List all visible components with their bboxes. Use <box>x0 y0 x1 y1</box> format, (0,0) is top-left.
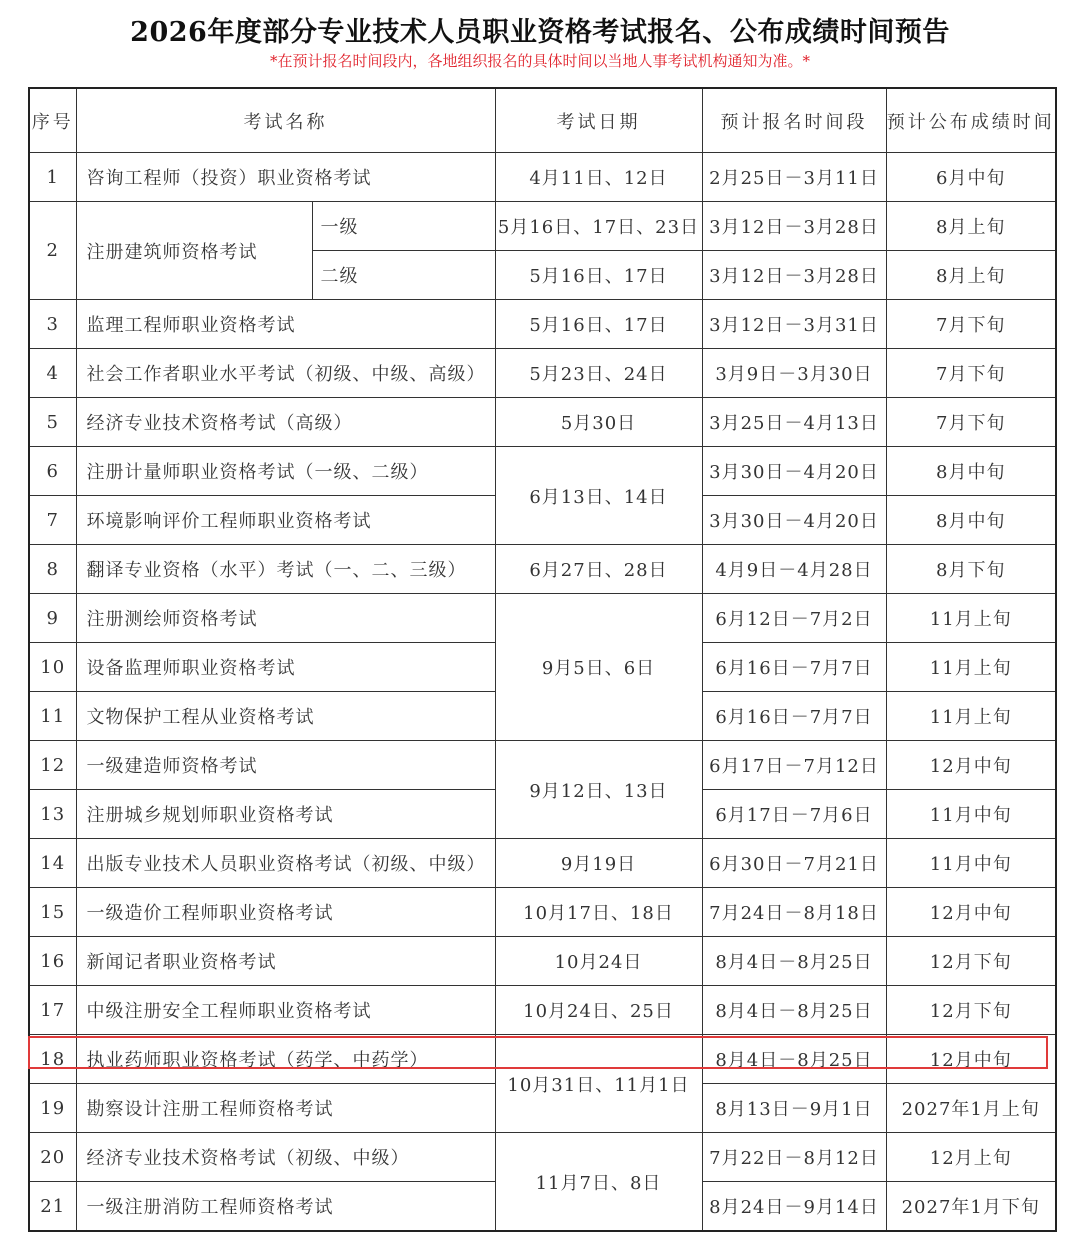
exam-schedule-table <box>28 87 1057 1232</box>
result-time: 11月中旬 <box>886 790 1056 839</box>
exam-date: 10月17日、18日 <box>495 888 702 937</box>
registration-period: 8月13日－9月1日 <box>702 1084 886 1133</box>
result-time: 11月中旬 <box>886 839 1056 888</box>
row-no: 5 <box>29 398 76 447</box>
result-time: 11月上旬 <box>886 643 1056 692</box>
row-no: 4 <box>29 349 76 398</box>
exam-date: 6月27日、28日 <box>495 545 702 594</box>
registration-period: 3月12日－3月28日 <box>702 202 886 251</box>
row-no: 14 <box>29 839 76 888</box>
registration-period: 6月16日－7月7日 <box>702 643 886 692</box>
row-no: 8 <box>29 545 76 594</box>
exam-date: 11月7日、8日 <box>495 1133 702 1232</box>
result-time: 2027年1月上旬 <box>886 1084 1056 1133</box>
exam-date: 9月5日、6日 <box>495 594 702 741</box>
registration-period: 7月24日－8月18日 <box>702 888 886 937</box>
registration-period: 3月30日－4月20日 <box>702 447 886 496</box>
result-time: 8月上旬 <box>886 251 1056 300</box>
exam-name: 经济专业技术资格考试（高级） <box>76 398 495 447</box>
exam-name: 翻译专业资格（水平）考试（一、二、三级） <box>76 545 495 594</box>
header-no: 序号 <box>29 88 76 153</box>
row-no: 10 <box>29 643 76 692</box>
result-time: 12月上旬 <box>886 1133 1056 1182</box>
table-row <box>29 398 1056 447</box>
header-name: 考试名称 <box>76 88 495 153</box>
result-time: 11月上旬 <box>886 692 1056 741</box>
registration-period: 8月24日－9月14日 <box>702 1182 886 1232</box>
registration-period: 8月4日－8月25日 <box>702 986 886 1035</box>
registration-period: 6月17日－7月12日 <box>702 741 886 790</box>
result-time: 12月中旬 <box>886 741 1056 790</box>
exam-name: 经济专业技术资格考试（初级、中级） <box>76 1133 495 1182</box>
registration-period: 3月30日－4月20日 <box>702 496 886 545</box>
exam-name: 社会工作者职业水平考试（初级、中级、高级） <box>76 349 495 398</box>
exam-date: 5月16日、17日 <box>495 251 702 300</box>
result-time: 2027年1月下旬 <box>886 1182 1056 1232</box>
exam-name: 出版专业技术人员职业资格考试（初级、中级） <box>76 839 495 888</box>
registration-period: 7月22日－8月12日 <box>702 1133 886 1182</box>
result-time: 7月下旬 <box>886 349 1056 398</box>
table-row <box>29 349 1056 398</box>
exam-date: 5月16日、17日、23日 <box>495 202 702 251</box>
result-time: 11月上旬 <box>886 594 1056 643</box>
exam-name: 环境影响评价工程师职业资格考试 <box>76 496 495 545</box>
row-no: 17 <box>29 986 76 1035</box>
row-no: 21 <box>29 1182 76 1232</box>
table-row <box>29 545 1056 594</box>
row-no: 2 <box>29 202 76 300</box>
row-no: 13 <box>29 790 76 839</box>
row-no: 16 <box>29 937 76 986</box>
row-no: 7 <box>29 496 76 545</box>
registration-period: 6月12日－7月2日 <box>702 594 886 643</box>
exam-date: 10月24日、25日 <box>495 986 702 1035</box>
registration-period: 8月4日－8月25日 <box>702 937 886 986</box>
row-no: 19 <box>29 1084 76 1133</box>
table-row <box>29 741 1056 790</box>
exam-name: 文物保护工程从业资格考试 <box>76 692 495 741</box>
exam-name: 注册建筑师资格考试 <box>76 202 312 300</box>
exam-name: 新闻记者职业资格考试 <box>76 937 495 986</box>
exam-name: 设备监理师职业资格考试 <box>76 643 495 692</box>
exam-date: 10月31日、11月1日 <box>495 1035 702 1133</box>
table-row <box>29 937 1056 986</box>
exam-name: 注册计量师职业资格考试（一级、二级） <box>76 447 495 496</box>
result-time: 6月中旬 <box>886 153 1056 202</box>
exam-date: 6月13日、14日 <box>495 447 702 545</box>
registration-period: 4月9日－4月28日 <box>702 545 886 594</box>
exam-date: 10月24日 <box>495 937 702 986</box>
exam-date: 5月30日 <box>495 398 702 447</box>
exam-name: 一级注册消防工程师资格考试 <box>76 1182 495 1232</box>
table-row <box>29 300 1056 349</box>
exam-date: 9月19日 <box>495 839 702 888</box>
result-time: 12月下旬 <box>886 937 1056 986</box>
registration-period: 6月30日－7月21日 <box>702 839 886 888</box>
result-time: 8月中旬 <box>886 447 1056 496</box>
registration-period: 6月17日－7月6日 <box>702 790 886 839</box>
exam-level: 二级 <box>312 251 495 300</box>
result-time: 12月中旬 <box>886 1035 1056 1084</box>
registration-period: 3月12日－3月28日 <box>702 251 886 300</box>
registration-period: 3月25日－4月13日 <box>702 398 886 447</box>
exam-name: 中级注册安全工程师职业资格考试 <box>76 986 495 1035</box>
header-result: 预计公布成绩时间 <box>886 88 1056 153</box>
page-note: *在预计报名时间段内，各地组织报名的具体时间以当地人事考试机构通知为准。* <box>269 52 810 70</box>
table-row <box>29 202 1056 251</box>
table-row <box>29 839 1056 888</box>
table-row <box>29 447 1056 496</box>
header-date: 考试日期 <box>495 88 702 153</box>
exam-name: 咨询工程师（投资）职业资格考试 <box>76 153 495 202</box>
table-row <box>29 594 1056 643</box>
registration-period: 2月25日－3月11日 <box>702 153 886 202</box>
result-time: 8月下旬 <box>886 545 1056 594</box>
row-no: 6 <box>29 447 76 496</box>
exam-date: 5月16日、17日 <box>495 300 702 349</box>
exam-name: 执业药师职业资格考试（药学、中药学） <box>76 1035 495 1084</box>
row-no: 12 <box>29 741 76 790</box>
table-row <box>29 153 1056 202</box>
registration-period: 8月4日－8月25日 <box>702 1035 886 1084</box>
row-no: 9 <box>29 594 76 643</box>
result-time: 12月下旬 <box>886 986 1056 1035</box>
table-row <box>29 888 1056 937</box>
exam-date: 9月12日、13日 <box>495 741 702 839</box>
exam-name: 注册测绘师资格考试 <box>76 594 495 643</box>
table-row <box>29 1133 1056 1182</box>
header-reg: 预计报名时间段 <box>702 88 886 153</box>
exam-name: 勘察设计注册工程师资格考试 <box>76 1084 495 1133</box>
exam-name: 监理工程师职业资格考试 <box>76 300 495 349</box>
result-time: 8月中旬 <box>886 496 1056 545</box>
row-no: 3 <box>29 300 76 349</box>
exam-name: 注册城乡规划师职业资格考试 <box>76 790 495 839</box>
registration-period: 3月12日－3月31日 <box>702 300 886 349</box>
result-time: 7月下旬 <box>886 398 1056 447</box>
result-time: 8月上旬 <box>886 202 1056 251</box>
exam-date: 4月11日、12日 <box>495 153 702 202</box>
row-no: 15 <box>29 888 76 937</box>
row-no: 1 <box>29 153 76 202</box>
registration-period: 6月16日－7月7日 <box>702 692 886 741</box>
row-no: 18 <box>29 1035 76 1084</box>
exam-level: 一级 <box>312 202 495 251</box>
row-no: 20 <box>29 1133 76 1182</box>
table-row <box>29 986 1056 1035</box>
result-time: 12月中旬 <box>886 888 1056 937</box>
exam-date: 5月23日、24日 <box>495 349 702 398</box>
result-time: 7月下旬 <box>886 300 1056 349</box>
row-no: 11 <box>29 692 76 741</box>
registration-period: 3月9日－3月30日 <box>702 349 886 398</box>
table-row <box>29 1035 1056 1084</box>
exam-name: 一级建造师资格考试 <box>76 741 495 790</box>
page-title: 2026年度部分专业技术人员职业资格考试报名、公布成绩时间预告 <box>130 17 950 48</box>
exam-name: 一级造价工程师职业资格考试 <box>76 888 495 937</box>
table-header-row <box>29 88 1056 153</box>
